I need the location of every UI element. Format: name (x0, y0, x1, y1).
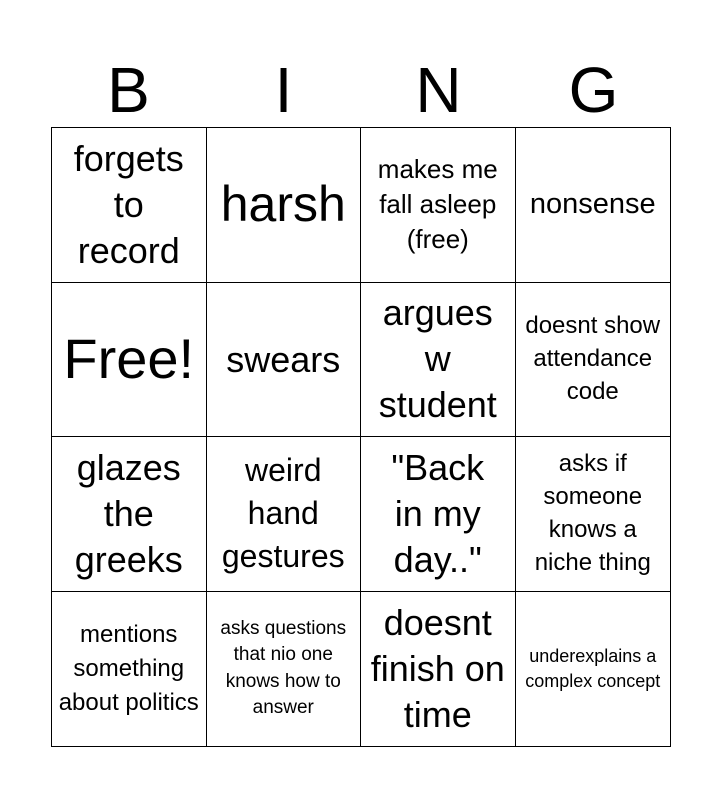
header-letter-i: I (274, 54, 293, 126)
cell-text: doesnt show attendance code (525, 311, 661, 405)
bingo-cell[interactable] (207, 128, 362, 283)
cell-text: "Back in my day.." (391, 446, 485, 580)
cell-text: makes me fall asleep (free) (377, 154, 498, 255)
bingo-grid (51, 127, 671, 747)
bingo-cell[interactable] (361, 128, 516, 283)
bingo-cell[interactable] (52, 437, 207, 592)
cell-text: harsh (220, 176, 346, 233)
bingo-cell[interactable] (516, 592, 671, 747)
bingo-cell[interactable] (516, 128, 671, 283)
cell-text: underexplains a complex concept (525, 645, 661, 691)
bingo-cell[interactable] (516, 283, 671, 438)
bingo-cell[interactable] (52, 592, 207, 747)
cell-text: Free! (63, 327, 195, 391)
cell-text: weird hand gestures (221, 451, 345, 575)
bingo-cell[interactable] (52, 283, 207, 438)
header-letter-n: N (415, 54, 462, 126)
bingo-cell[interactable] (516, 437, 671, 592)
cell-text: swears (226, 338, 341, 380)
bingo-cell[interactable] (207, 283, 362, 438)
header-letter-b: B (107, 54, 150, 126)
cell-text: nonsense (529, 188, 656, 221)
cell-text: forgets to record (73, 137, 184, 271)
bingo-cell[interactable] (361, 592, 516, 747)
header-letter-g: G (568, 54, 619, 126)
bingo-cell[interactable] (207, 592, 362, 747)
bingo-cell[interactable] (207, 437, 362, 592)
cell-text: doesnt finish on time (370, 601, 505, 735)
bingo-header (51, 52, 671, 128)
cell-text: asks questions that nio one knows how to answer (220, 617, 347, 719)
bingo-cell[interactable] (361, 437, 516, 592)
bingo-cell[interactable] (52, 128, 207, 283)
cell-text: glazes the greeks (74, 446, 183, 580)
cell-text: mentions something about politics (58, 621, 199, 716)
cell-text: asks if someone knows a niche thing (534, 450, 651, 576)
bingo-cell[interactable] (361, 283, 516, 438)
cell-text: argues w student (378, 292, 497, 426)
